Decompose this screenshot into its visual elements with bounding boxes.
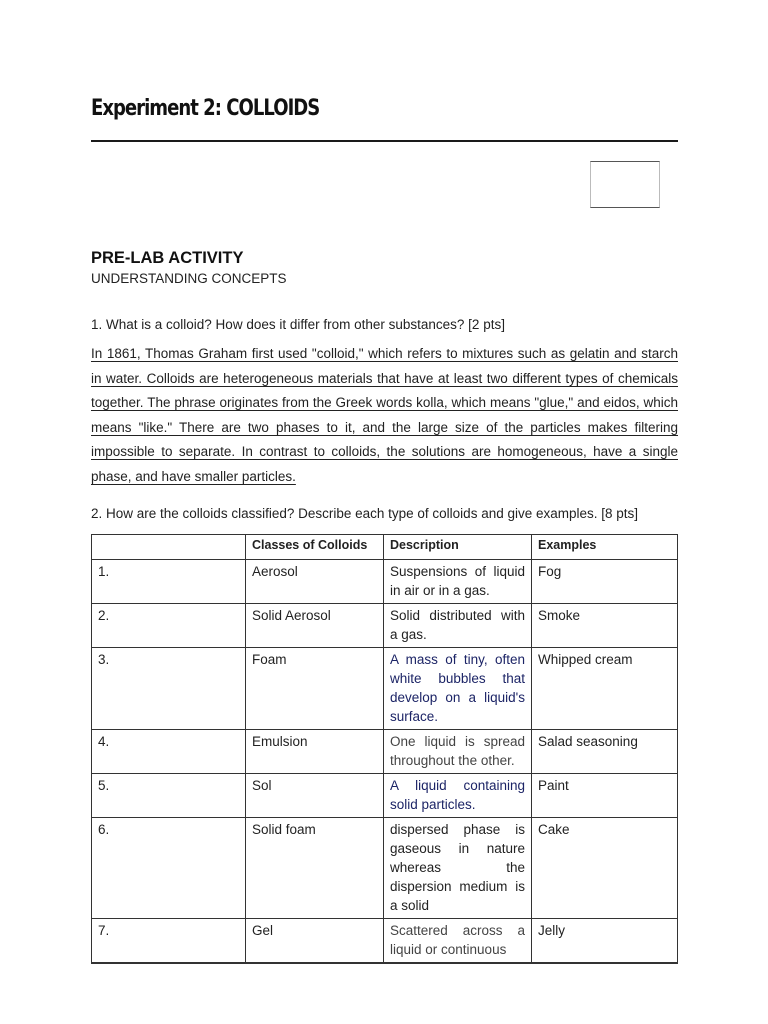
row-class: Foam — [246, 648, 384, 730]
colloids-table — [91, 534, 678, 964]
score-box — [590, 161, 660, 208]
table-row — [92, 604, 678, 648]
row-description: Scattered across a liquid or continuous — [384, 919, 532, 964]
row-example: Whipped cream — [532, 648, 678, 730]
section-subtitle: UNDERSTANDING CONCEPTS — [91, 271, 287, 286]
document-title: Experiment 2: COLLOIDS — [91, 96, 320, 121]
table-row — [92, 818, 678, 919]
table-row — [92, 919, 678, 964]
row-description: A liquid containing solid particles. — [384, 774, 532, 818]
row-class: Sol — [246, 774, 384, 818]
table-row — [92, 730, 678, 774]
row-number: 6. — [92, 818, 246, 919]
question-1: 1. What is a colloid? How does it differ from other substances? [2 pts] — [91, 317, 505, 332]
header-class: Classes of Colloids — [246, 535, 384, 560]
row-description: Suspensions of liquid in air or in a gas. — [384, 560, 532, 604]
header-description: Description — [384, 535, 532, 560]
header-examples: Examples — [532, 535, 678, 560]
row-class: Aerosol — [246, 560, 384, 604]
row-example: Paint — [532, 774, 678, 818]
row-example: Cake — [532, 818, 678, 919]
header-number — [92, 535, 246, 560]
table-row — [92, 774, 678, 818]
table-row — [92, 560, 678, 604]
row-description: Solid distributed with a gas. — [384, 604, 532, 648]
row-number: 3. — [92, 648, 246, 730]
row-example: Smoke — [532, 604, 678, 648]
answer-1: In 1861, Thomas Graham first used "colloid," which refers to mixtures such as gelatin and starch in water. Colloids are heterogeneous materials that have at least two different types of chemicals together. The phrase originates from the Greek words kolla, which means "glue," and eidos, which means "like." There are two phases to it, and the large size of the particles makes filtering impossible to separate. In contrast to colloids, the solutions are homogeneous, have a single phase, and have smaller particles. — [91, 346, 678, 484]
row-example: Salad seasoning — [532, 730, 678, 774]
row-number: 5. — [92, 774, 246, 818]
row-number: 7. — [92, 919, 246, 964]
table-row — [92, 648, 678, 730]
row-description: A mass of tiny, often white bubbles that develop on a liquid's surface. — [384, 648, 532, 730]
title-divider — [91, 140, 678, 142]
row-class: Solid Aerosol — [246, 604, 384, 648]
section-title: PRE-LAB ACTIVITY — [91, 249, 244, 267]
row-class: Gel — [246, 919, 384, 964]
table-header-row — [92, 535, 678, 560]
row-description: dispersed phase is gaseous in nature whereas the dispersion medium is a solid — [384, 818, 532, 919]
row-class: Emulsion — [246, 730, 384, 774]
row-number: 2. — [92, 604, 246, 648]
row-example: Fog — [532, 560, 678, 604]
row-description: One liquid is spread throughout the other. — [384, 730, 532, 774]
question-2: 2. How are the colloids classified? Describe each type of colloids and give examples. [8 pts] — [91, 506, 639, 521]
row-example: Jelly — [532, 919, 678, 964]
row-class: Solid foam — [246, 818, 384, 919]
row-number: 1. — [92, 560, 246, 604]
row-number: 4. — [92, 730, 246, 774]
